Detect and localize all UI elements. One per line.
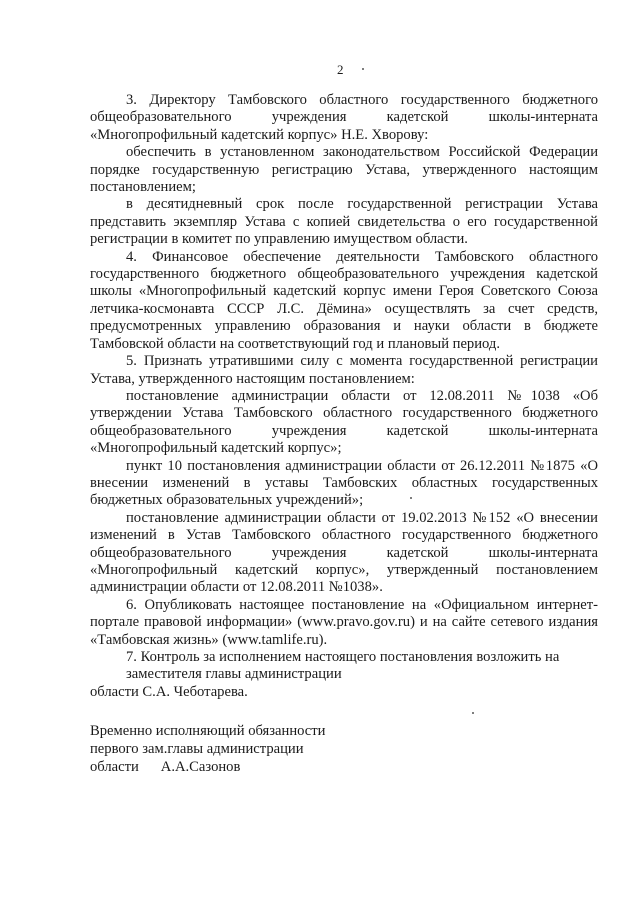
document-body [90,92,598,701]
paragraph-3-item-2: в десятидневный срок после государственной регистрации Устава представить экземпляр Устава с копией свидетельства о его государственной регистрации в комитет по управлению имуществом области. [90,196,598,248]
paragraph-5-item-1: постановление администрации области от 12.08.2011 №1038 «Об утверждении Устава Тамбовского областного государственного бюджетного общеобразовательного учреждения кадетской школы-интерната «Многопрофильный кадетский корпус»; [90,387,598,457]
signature-region-label: области [90,759,139,775]
signature-title-line-3 [90,758,325,776]
signature-title-line-1: Временно исполняющий обязанности [90,723,326,739]
signature-block [90,722,325,776]
scan-speck [472,712,474,714]
paragraph-5-item-2: пункт 10 постановления администрации области от 26.12.2011 №1875 «О внесении изменений в уставы Тамбовских областных государственных бюджетных образовательных учреждений»; [90,457,598,509]
paragraph-5-item-3: постановление администрации области от 19.02.2013 №152 «О внесении изменений в Устав Тамбовского областного государственного бюджетного общеобразовательного учреждения кадетской школы-интерната «Многопрофильный кадетский корпус», утвержденный постановлением администрации области от 12.08.2011 №1038». [90,509,598,596]
paragraph-7-continuation: заместителя главы администрации [126,666,342,683]
signature-title-line-2: первого зам.главы администрации [90,741,304,757]
paragraph-3-item-1: обеспечить в установленном законодательством Российской Федерации порядке государственную регистрацию Устава, утвержденного настоящим постановлением; [90,144,598,196]
paragraph-7: 7. Контроль за исполнением настоящего постановления возложить на [126,649,560,665]
paragraph-3: 3. Директору Тамбовского областного государственного бюджетного общеобразовательного учреждения кадетской школы-интерната «Многопрофильный кадетский корпус» Н.Е. Хворову: [90,92,598,143]
page-number: 2 [337,62,344,77]
paragraph-4: 4. Финансовое обеспечение деятельности Тамбовского областного государственного бюджетного общеобразовательного учреждения кадетской школы «Многопрофильный кадетский корпус имени Героя Советского Союза летчика-космонавта СССР Л.С. Дёмина» осуществлять за счет средств, предусмотренных управлению образования и науки области в бюджете Тамбовской области на соответствующий год и плановый период. [90,248,598,352]
paragraph-6: 6. Опубликовать настоящее постановление на «Официальном интернет-портале правовой информации» (www.pravo.gov.ru) и на сайте сетевого издания «Тамбовская жизнь» (www.tamlife.ru). [90,596,598,648]
scan-speck [362,68,364,70]
paragraph-5: 5. Признать утратившими силу с момента государственной регистрации Устава, утвержденного настоящим постановлением: [90,353,598,387]
paragraph-7-end: области С.А. Чеботарева. [90,683,248,700]
signatory-name: А.А.Сазонов [160,759,241,775]
